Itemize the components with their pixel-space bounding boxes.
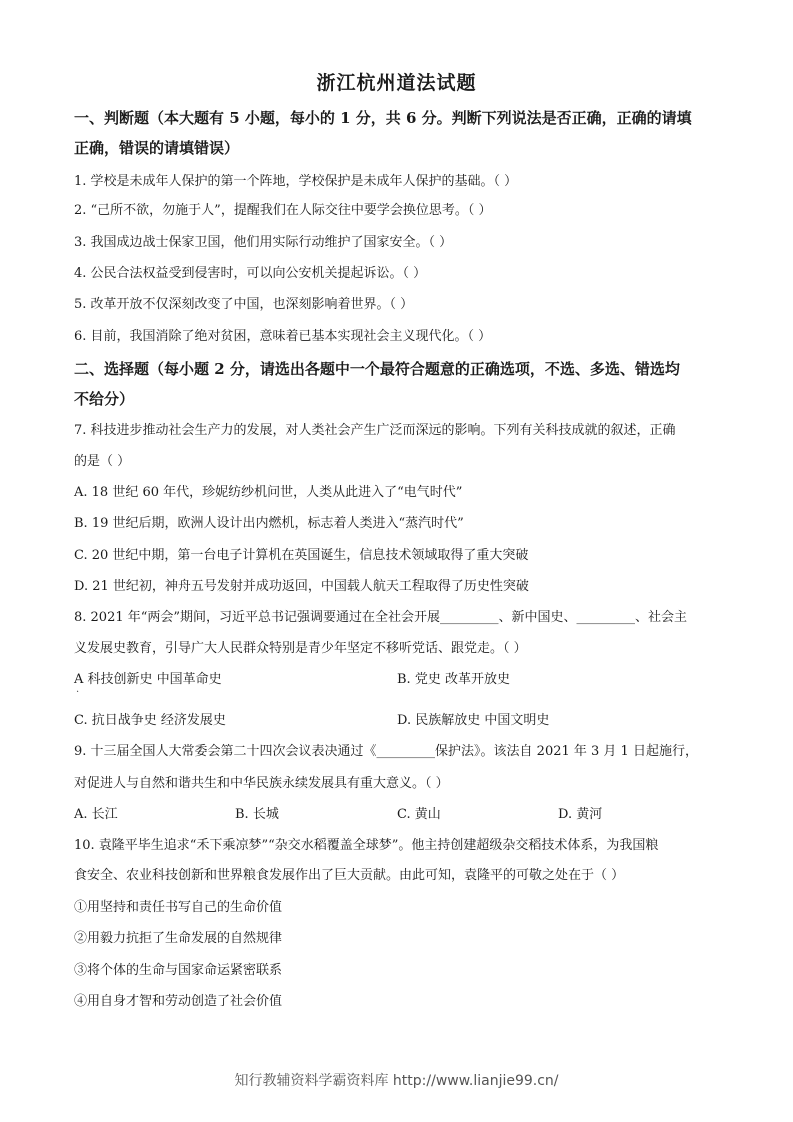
q8-option-b: B. 党史 改革开放史 (397, 672, 510, 687)
section1-heading (74, 103, 734, 163)
q9-option-b: B. 长城 (235, 807, 279, 822)
q10-item-2: ②用毅力抗拒了生命发展的自然规律 (74, 931, 283, 946)
q8-stem-line2: 义发展史教育，引导广大人民群众特别是青少年坚定不移听党话、跟党走。（ ） (74, 641, 527, 656)
page-title: 浙江杭州道法试题 (316, 72, 477, 94)
q8-stem-line1: 8. 2021 年“两会”期间，习近平总书记强调要通过在全社会开展_________、新中国史、_________、社会主 (74, 610, 688, 625)
section1-heading-line2: 正确，错误的请填错误） (74, 139, 240, 157)
q7-option-c: C. 20 世纪中期，第一台电子计算机在英国诞生，信息技术领域取得了重大突破 (74, 548, 529, 563)
q10-item-3: ③将个体的生命与国家命运紧密联系 (74, 963, 283, 978)
q7-option-d: D. 21 世纪初，神舟五号发射并成功返回，中国载人航天工程取得了历史性突破 (74, 579, 529, 594)
judgment-item-2: 2. “己所不欲，勿施于人”，提醒我们在人际交往中要学会换位思考。（ ） (74, 203, 492, 218)
q8-option-c: C. 抗日战争史 经济发展史 (74, 713, 226, 728)
q10-stem-line2: 食安全、农业科技创新和世界粮食发展作出了巨大贡献。由此可知，袁隆平的可敬之处在于（ ） (74, 868, 625, 883)
judgment-item-1: 1. 学校是未成年人保护的第一个阵地，学校保护是未成年人保护的基础。（ ） (74, 174, 518, 189)
stray-dot-mark: · (76, 687, 80, 698)
q7-option-b: B. 19 世纪后期，欧洲人设计出内燃机，标志着人类进入“蒸汽时代” (74, 516, 464, 531)
section2-heading-line1: 二、选择题（每小题 2 分，请选出各题中一个最符合题意的正确选项，不选、多选、错选均 (74, 360, 680, 378)
judgment-item-6: 6. 目前，我国消除了绝对贫困，意味着已基本实现社会主义现代化。（ ） (74, 329, 492, 344)
q9-option-c: C. 黄山 (397, 807, 441, 822)
footer-watermark: 知行教辅资料学霸资料库 http://www.lianjie99.cn/ (234, 1073, 559, 1089)
section1-heading-line1: 一、判断题（本大题有 5 小题，每小的 1 分，共 6 分。判断下列说法是否正确，正确的请填 (74, 109, 692, 127)
q10-item-1: ①用坚持和责任书写自己的生命价值 (74, 900, 283, 915)
q7-stem-line1: 7. 科技进步推动社会生产力的发展，对人类社会产生广泛而深远的影响。下列有关科技成就的叙述，正确 (74, 423, 676, 438)
q9-stem-line2: 对促进人与自然和谐共生和中华民族永续发展具有重大意义。（ ） (74, 776, 449, 791)
q9-stem-line1: 9. 十三届全国人大常委会第二十四次会议表决通过《_________保护法》。该法自 2021 年 3 月 1 日起施行， (74, 744, 698, 759)
q7-option-a: A. 18 世纪 60 年代，珍妮纺纱机问世，人类从此进入了“电气时代” (74, 485, 463, 500)
judgment-item-3: 3. 我国成边战士保家卫国，他们用实际行动维护了国家安全。（ ） (74, 235, 453, 250)
judgment-item-4: 4. 公民合法权益受到侵害时，可以向公安机关提起诉讼。（ ） (74, 266, 427, 281)
q9-option-d: D. 黄河 (558, 807, 603, 822)
section2-heading (74, 354, 734, 414)
q8-option-d: D. 民族解放史 中国文明史 (397, 713, 550, 728)
q10-item-4: ④用自身才智和劳动创造了社会价值 (74, 994, 283, 1009)
judgment-item-5: 5. 改革开放不仅深刻改变了中国，也深刻影响着世界。（ ） (74, 297, 414, 312)
q9-option-a: A. 长江 (74, 807, 118, 822)
q7-stem-line2: 的是（ ） (74, 454, 131, 469)
q10-stem-line1: 10. 袁隆平毕生追求“禾下乘凉梦”“杂交水稻覆盖全球梦”。他主持创建超级杂交稻技术体系，为我国粮 (74, 838, 659, 853)
section2-heading-line2: 不给分） (74, 390, 135, 408)
q8-option-a: A 科技创新史 中国革命史 (74, 672, 222, 687)
